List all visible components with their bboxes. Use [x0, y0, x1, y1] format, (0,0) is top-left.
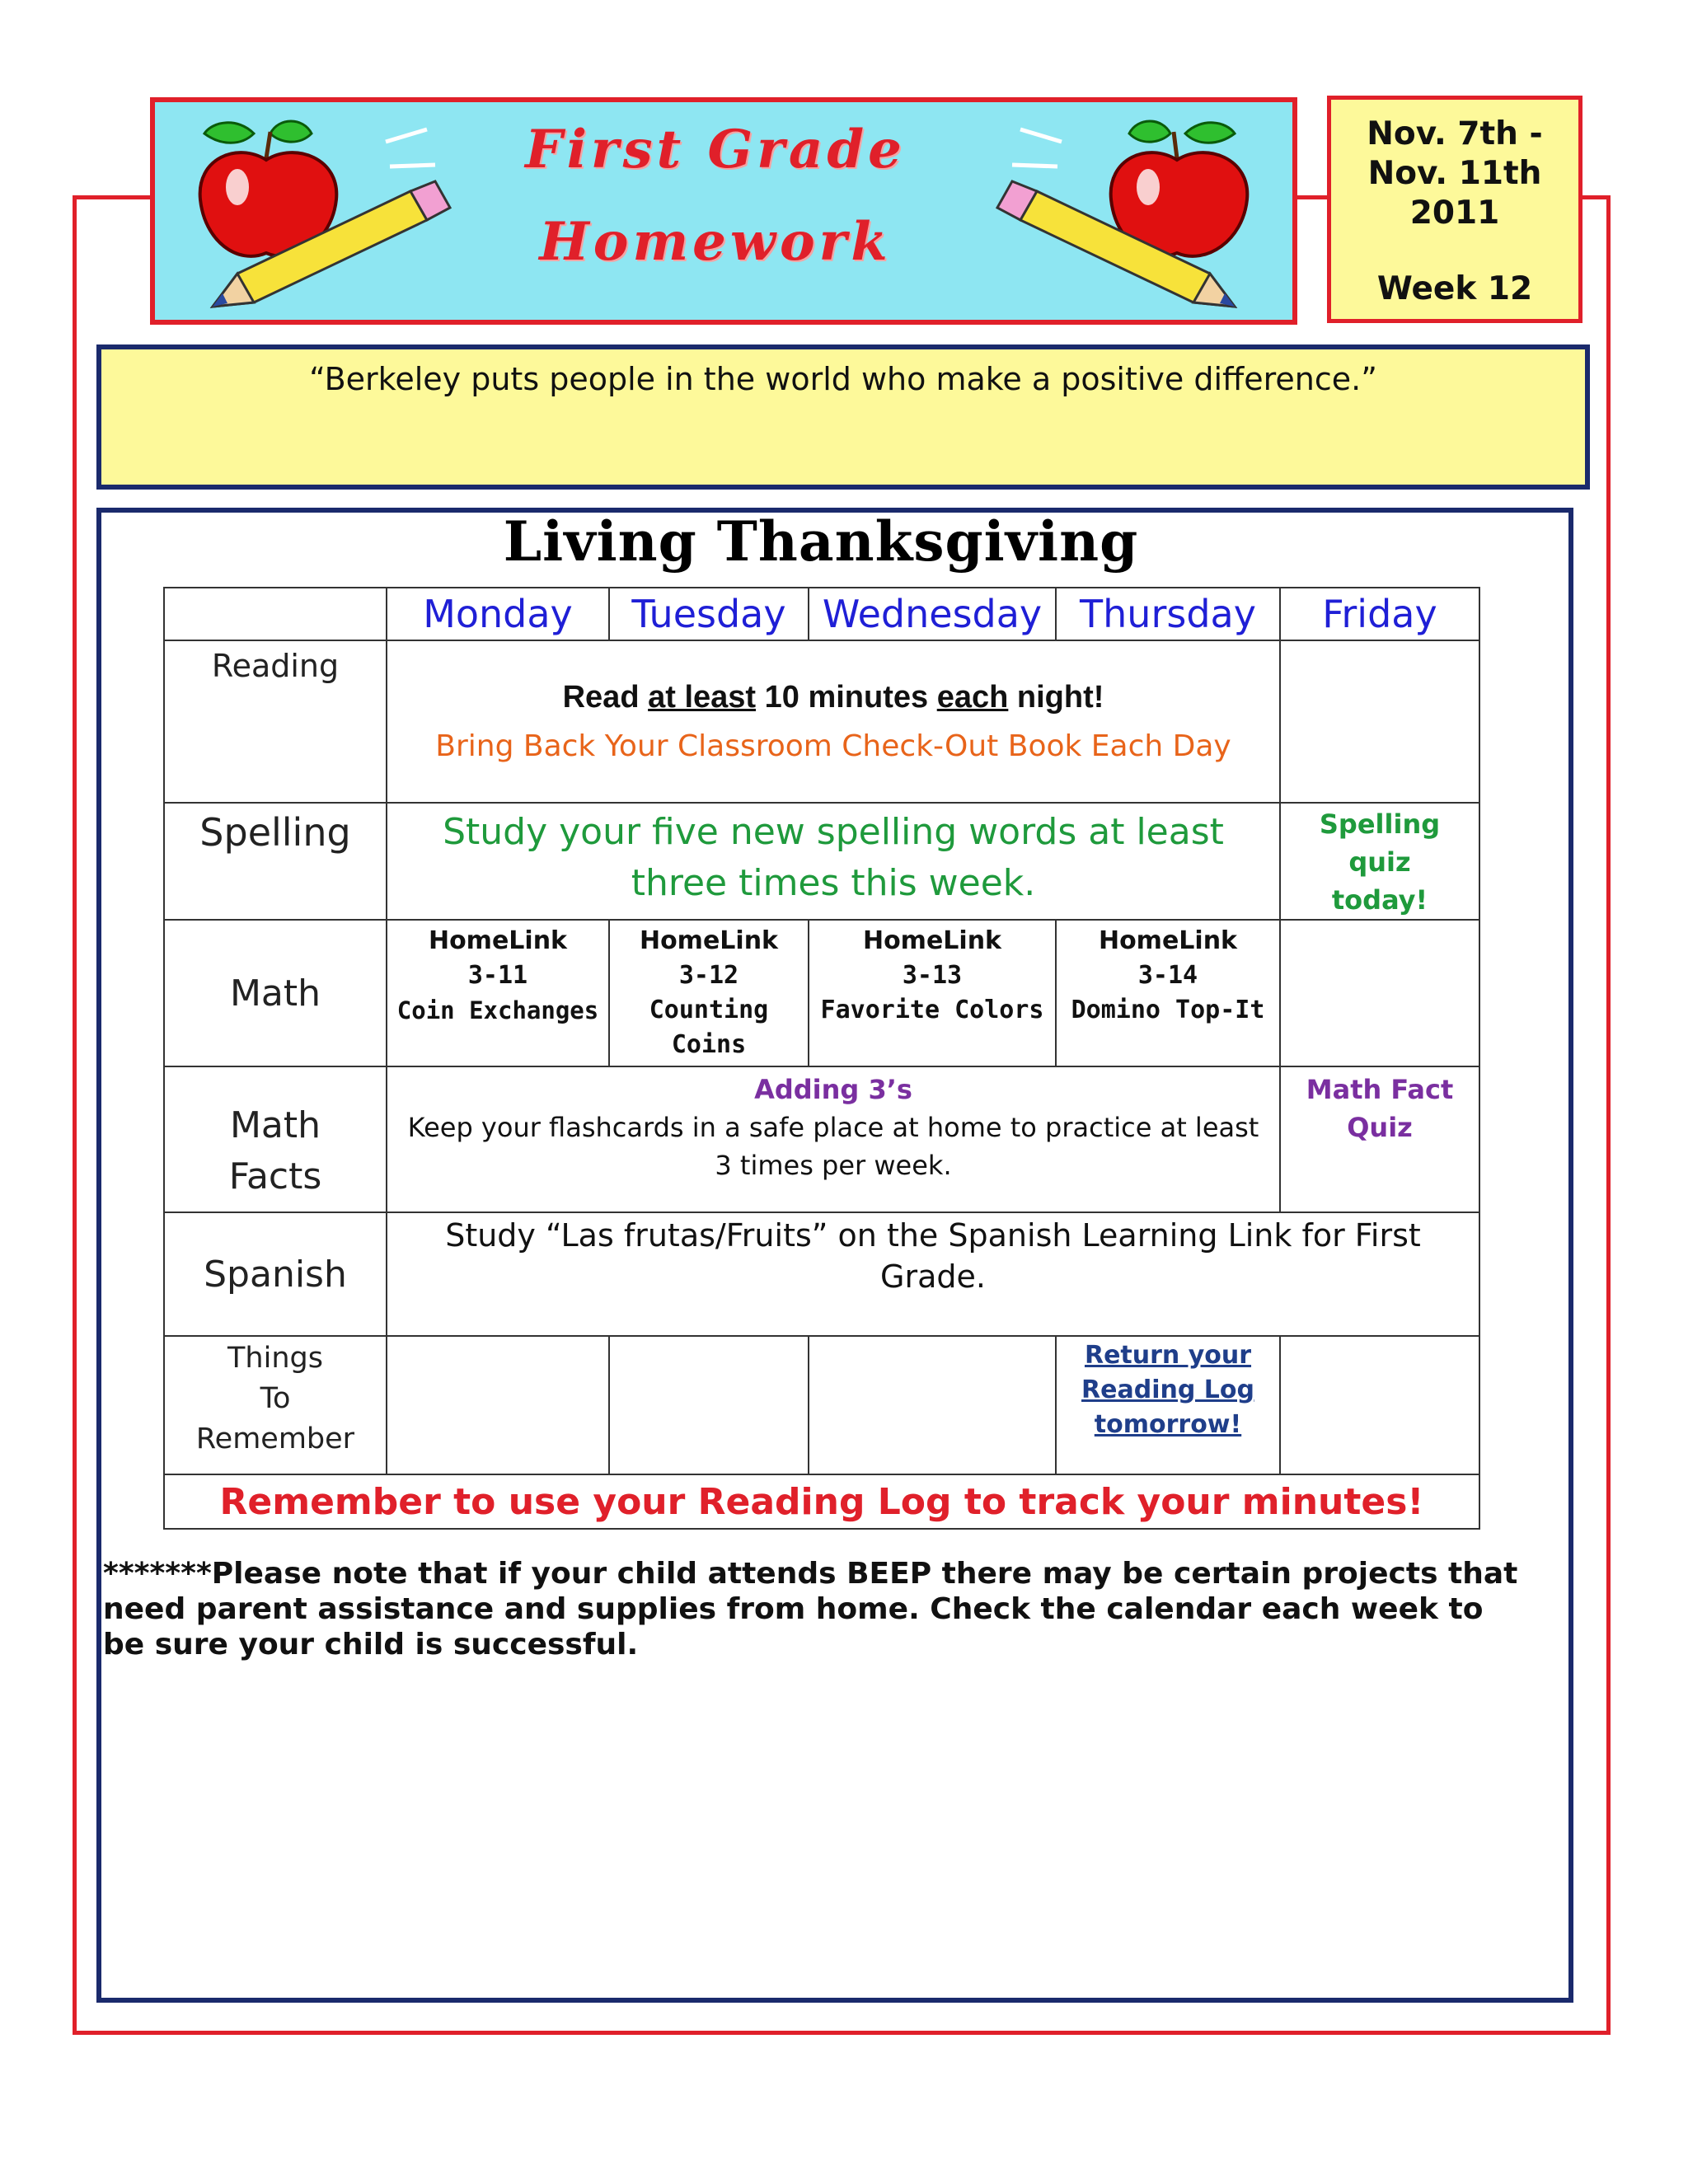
- date-line1: Nov. 7th -: [1367, 115, 1543, 152]
- corner-cell: [164, 588, 387, 640]
- math-monday-line3: Coin Exchanges: [396, 996, 599, 1024]
- math-tuesday-line1: HomeLink: [639, 926, 779, 955]
- math-tuesday-line3: Counting: [649, 996, 769, 1024]
- math-wednesday-line1: HomeLink: [862, 926, 1002, 955]
- reading-text-a: Read: [562, 680, 649, 715]
- math-facts-cell: [387, 1066, 1280, 1212]
- reading-checkout-note: Bring Back Your Classroom Check-Out Book Each Day: [435, 729, 1231, 763]
- math-label: Math: [164, 920, 387, 1066]
- math-thursday-line3: Domino Top-It: [1071, 996, 1265, 1024]
- things-friday: [1280, 1336, 1479, 1474]
- reading-row: [164, 640, 1479, 803]
- math-facts-label-line2: Facts: [228, 1155, 322, 1197]
- math-facts-friday: Math Fact Quiz: [1280, 1066, 1479, 1212]
- math-facts-row: [164, 1066, 1479, 1212]
- table-header-row: [164, 588, 1479, 640]
- math-wednesday-line2: 3-13: [902, 961, 963, 990]
- reading-friday-cell: [1280, 640, 1479, 803]
- homework-table: [163, 587, 1480, 1530]
- math-thursday-line2: 3-14: [1137, 961, 1198, 990]
- spanish-label: Spanish: [164, 1212, 387, 1336]
- math-wednesday-line3: Favorite Colors: [820, 996, 1044, 1024]
- spelling-row: [164, 803, 1479, 920]
- spelling-label: Spelling: [164, 803, 387, 920]
- math-facts-label-line1: Math: [229, 1104, 321, 1146]
- things-monday: [387, 1336, 609, 1474]
- reading-text-b: 10 minutes: [756, 680, 937, 715]
- things-thursday-line1: Return your: [1084, 1341, 1252, 1370]
- header-title-line2: Homework: [539, 211, 892, 273]
- date-box: [1327, 96, 1582, 323]
- reading-text-c: night!: [1008, 680, 1104, 715]
- reading-label: Reading: [164, 640, 387, 803]
- things-label-line3: Remember: [195, 1422, 355, 1455]
- reminder-row: [164, 1474, 1479, 1529]
- math-monday-line2: 3-11: [467, 961, 528, 990]
- math-friday: [1280, 920, 1479, 1066]
- header-banner: [150, 97, 1297, 325]
- reminder-text: Remember to use your Reading Log to track your minutes!: [164, 1474, 1479, 1529]
- spanish-row: [164, 1212, 1479, 1336]
- quote-box: [96, 344, 1590, 490]
- math-thursday: [1056, 920, 1280, 1066]
- math-tuesday-line4: Coins: [671, 1030, 747, 1059]
- day-tuesday: Tuesday: [609, 588, 809, 640]
- math-facts-text: Keep your flashcards in a safe place at home to practice at least 3 times per week.: [407, 1112, 1259, 1181]
- reading-text-at-least: at least: [648, 680, 757, 715]
- date-line2: Nov. 11th: [1367, 155, 1542, 192]
- math-facts-title: Adding 3’s: [754, 1074, 912, 1105]
- spanish-text: Study “Las frutas/Fruits” on the Spanish Learning Link for First Grade.: [387, 1212, 1479, 1336]
- spelling-friday: Spelling quiz today!: [1280, 803, 1479, 920]
- math-monday: [387, 920, 609, 1066]
- math-tuesday-line2: 3-12: [678, 961, 739, 990]
- theme-title: Living Thanksgiving: [503, 509, 1139, 574]
- reading-cell: [387, 640, 1280, 803]
- week-label: Week 12: [1376, 270, 1533, 307]
- things-label-line1: Things: [227, 1342, 323, 1375]
- things-thursday: [1056, 1336, 1280, 1474]
- spelling-text: Study your five new spelling words at least three times this week.: [387, 803, 1280, 920]
- beep-note: *******Please note that if your child attends BEEP there may be certain projects that need parent assistance and supplies from home. Check the calendar each week to be sure your child is successful.: [103, 1557, 1518, 1661]
- math-row: [164, 920, 1479, 1066]
- math-wednesday: [809, 920, 1056, 1066]
- header-title-line1: First Grade: [525, 119, 906, 180]
- reading-text-each: each: [936, 680, 1009, 715]
- math-monday-line1: HomeLink: [428, 926, 568, 955]
- day-friday: Friday: [1280, 588, 1479, 640]
- apple-pencil-left-icon: [188, 109, 468, 323]
- things-thursday-line3: tomorrow!: [1094, 1410, 1242, 1439]
- things-row: [164, 1336, 1479, 1474]
- math-facts-label: [164, 1066, 387, 1212]
- things-wednesday: [809, 1336, 1056, 1474]
- day-monday: Monday: [387, 588, 609, 640]
- math-thursday-line1: HomeLink: [1098, 926, 1238, 955]
- date-line3: 2011: [1409, 194, 1500, 232]
- reading-instruction: [387, 673, 1279, 722]
- math-tuesday: [609, 920, 809, 1066]
- quote-text: “Berkeley puts people in the world who make a positive difference.”: [309, 361, 1377, 397]
- things-tuesday: [609, 1336, 809, 1474]
- things-thursday-line2: Reading Log: [1081, 1376, 1254, 1404]
- apple-pencil-right-icon: [979, 109, 1259, 323]
- things-label-line2: To: [260, 1382, 291, 1415]
- things-label: [164, 1336, 387, 1474]
- day-wednesday: Wednesday: [809, 588, 1056, 640]
- day-thursday: Thursday: [1056, 588, 1280, 640]
